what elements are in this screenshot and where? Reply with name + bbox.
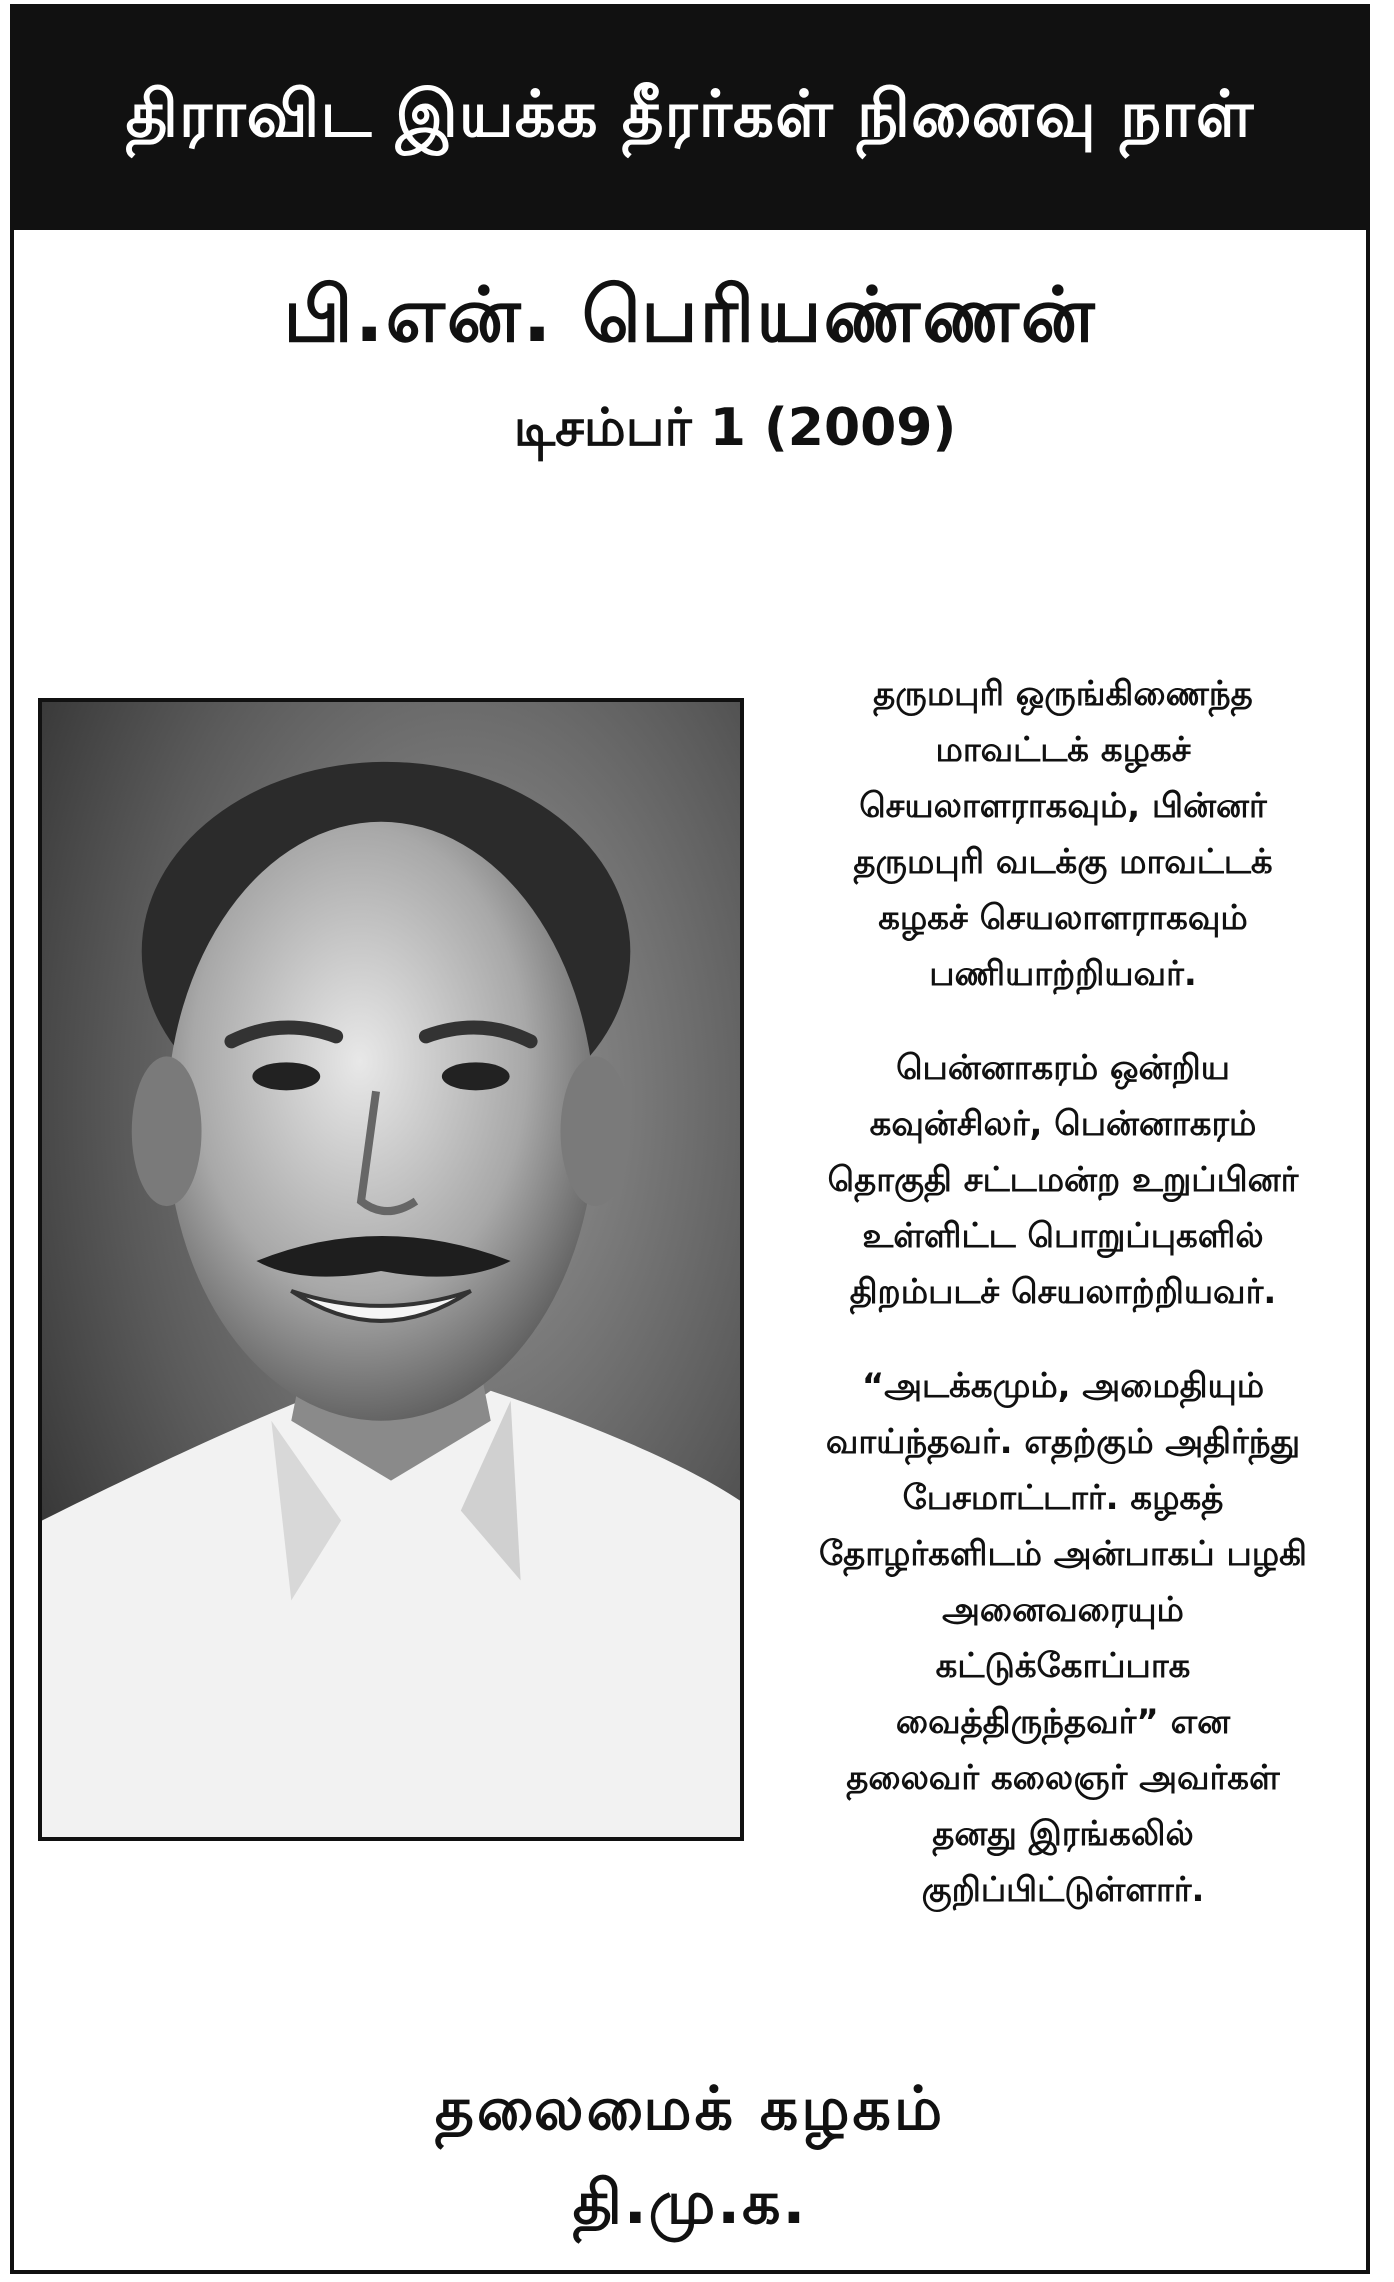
bio-line: பணியாற்றியவர். [929, 954, 1197, 994]
bio-line: வாய்ந்தவர். எதற்கும் அதிர்ந்து [825, 1422, 1301, 1462]
bio-line: வைத்திருந்தவர்” என [895, 1702, 1231, 1742]
portrait-illustration [42, 702, 740, 1837]
memorial-date: டிசம்பர் 1 (2009) [513, 398, 957, 458]
bio-paragraph-2 [762, 1040, 1364, 1320]
bio-line: பேசமாட்டார். கழகத் [902, 1478, 1224, 1518]
biography [762, 666, 1364, 1956]
bio-line: பென்னாகரம் ஒன்றிய [896, 1048, 1230, 1088]
bio-line: தருமபுரி வடக்கு மாவட்டக் [853, 842, 1273, 882]
bio-line: குறிப்பிட்டுள்ளார். [921, 1870, 1205, 1910]
footer-headquarters: தலைமைக் கழகம் [434, 2074, 946, 2144]
bio-line: மாவட்டக் கழகச் [935, 730, 1191, 770]
footer-party-name: தி.மு.க. [572, 2168, 808, 2238]
portrait-photo [38, 698, 744, 1841]
bio-line: செயலாளராகவும், பின்னர் [859, 786, 1267, 826]
memorial-notice [10, 4, 1370, 2274]
bio-line: திறம்படச் செயலாற்றியவர். [849, 1272, 1277, 1312]
bio-line: கவுன்சிலர், பென்னாகரம் [869, 1104, 1257, 1144]
bio-paragraph-1 [762, 666, 1364, 1002]
bio-paragraph-3-quote [762, 1358, 1364, 1918]
bio-line: தலைவர் கலைஞர் அவர்கள் [846, 1758, 1280, 1798]
person-name: பி.என். பெரியண்ணன் [283, 270, 1097, 359]
banner-title: திராவிட இயக்க தீரர்கள் நினைவு நாள் [125, 78, 1255, 152]
bio-line: அனைவரையும் [942, 1590, 1184, 1630]
bio-line: “அடக்கமும், அமைதியும் [861, 1366, 1265, 1406]
bio-line: கட்டுக்கோப்பாக [935, 1646, 1191, 1686]
bio-line: உள்ளிட்ட பொறுப்புகளில் [862, 1216, 1264, 1256]
bio-line: தருமபுரி ஒருங்கிணைந்த [873, 674, 1253, 714]
bio-line: தோழர்களிடம் அன்பாகப் பழகி [819, 1534, 1307, 1574]
bio-line: தனது இரங்கலில் [932, 1814, 1194, 1854]
bio-line: கழகச் செயலாளராகவும் [878, 898, 1248, 938]
header-banner [14, 8, 1366, 230]
bio-line: தொகுதி சட்டமன்ற உறுப்பினர் [827, 1160, 1299, 1200]
